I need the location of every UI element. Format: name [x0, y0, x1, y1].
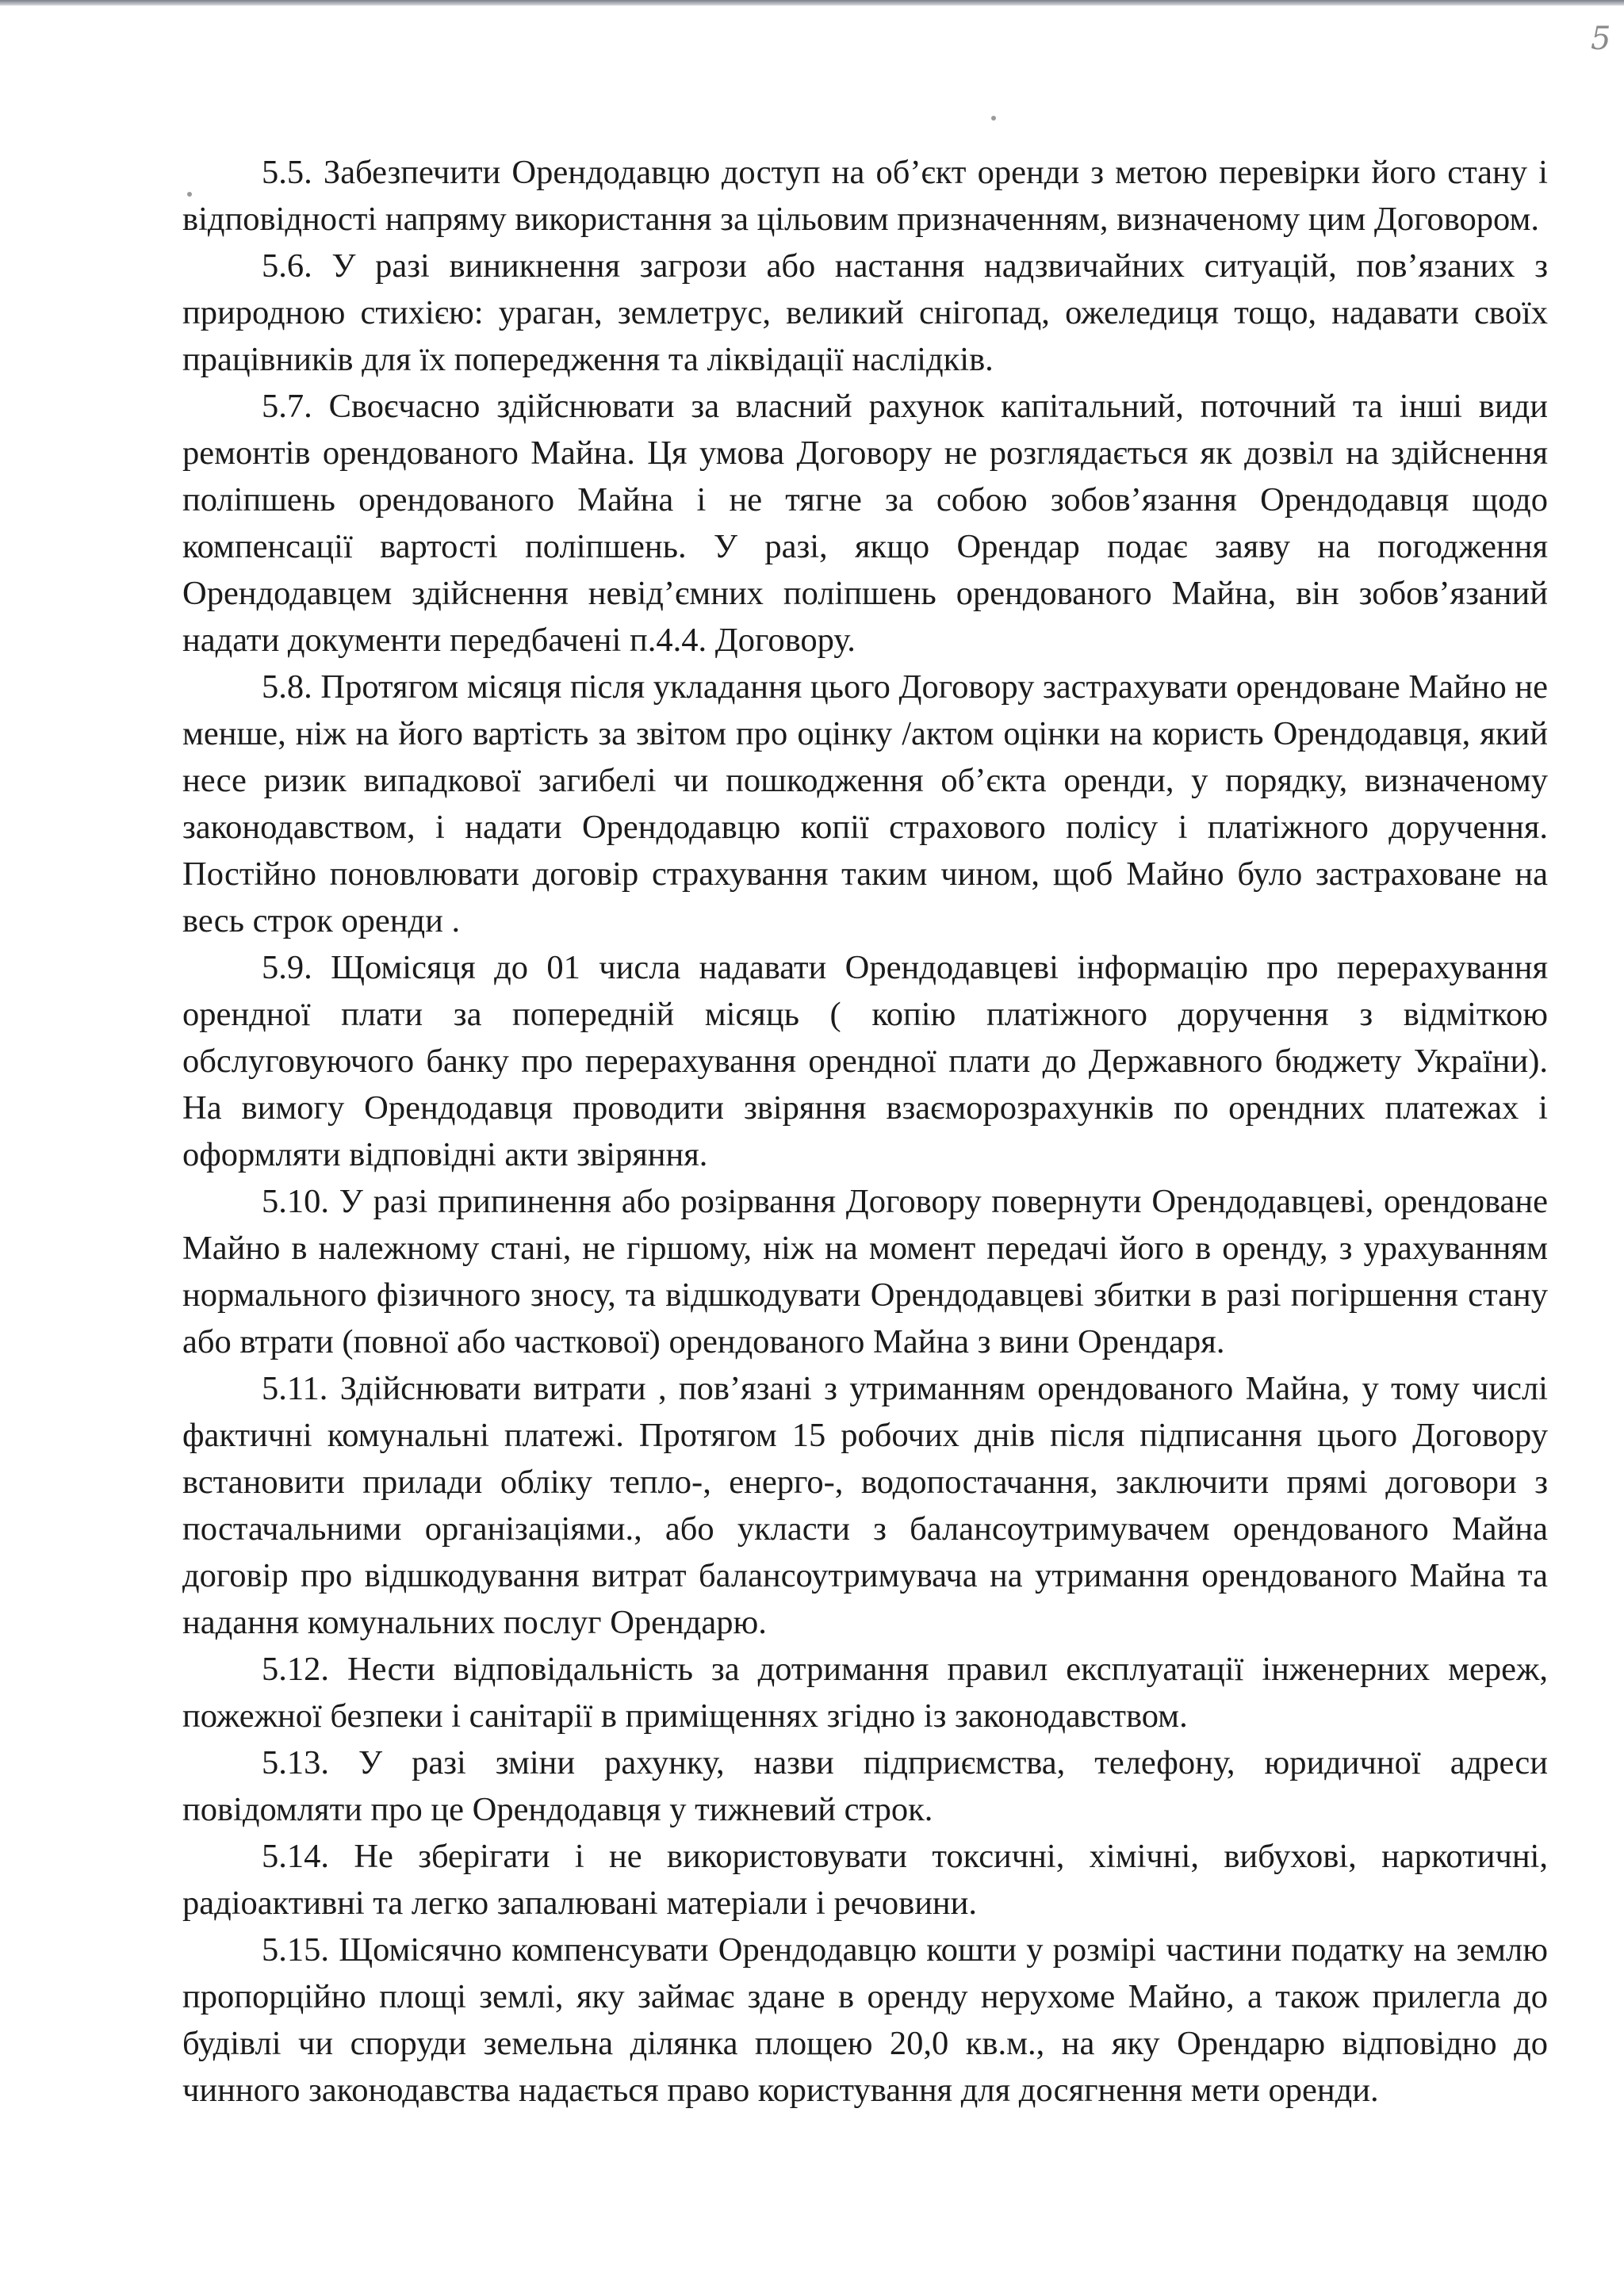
clause-5-15: 5.15. Щомісячно компенсувати Орендодавцю кошти у розмірі частини податку на землю пропорційно площі землі, яку займає здане в оренду нерухоме Майно, а також прилегла до будівлі чи споруди земельна ділянка площею 20,0 кв.м., на яку Орендарю відповідно до чинного законодавства надається право користування для досягнення мети оренди.	[182, 1931, 1548, 2109]
clause-5-10: 5.10. У разі припинення або розірвання Договору повернути Орендодавцеві, орендоване Майно в належному стані, не гіршому, ніж на момент передачі його в оренду, з урахуванням нормального фізичного зносу, та відшкодувати Орендодавцеві збитки в разі погіршення стану або втрати (повної або часткової) орендованого Майна з вини Орендаря.	[182, 1183, 1548, 1360]
scan-top-edge	[0, 0, 1624, 6]
clause-5-11: 5.11. Здійснювати витрати , пов’язані з утриманням орендованого Майна, у тому числі фактичні комунальні платежі. Протягом 15 робочих днів після підписання цього Договору встановити прилади обліку тепло-, енерго-, водопостачання, заключити прямі договори з постачальними організаціями., або укласти з балансоутримувачем орендованого Майна договір про відшкодування витрат балансоутримувача на утримання орендованого Майна та надання комунальних послуг Орендарю.	[182, 1370, 1548, 1641]
clause-5-7: 5.7. Своєчасно здійснювати за власний рахунок капітальний, поточний та інші види ремонтів орендованого Майна. Ця умова Договору не розглядається як дозвіл на здійснення поліпшень орендованого Майна і не тягне за собою зобов’язання Орендодавця щодо компенсації вартості поліпшень. У разі, якщо Орендар подає заяву на погодження Орендодавцем здійснення невід’ємних поліпшень орендованого Майна, він зобов’язаний надати документи передбачені п.4.4. Договору.	[182, 388, 1548, 659]
clause-5-13: 5.13. У разі зміни рахунку, назви підприємства, телефону, юридичної адреси повідомляти про це Орендодавця у тижневий строк.	[182, 1744, 1548, 1828]
clause-5-9: 5.9. Щомісяця до 01 числа надавати Орендодавцеві інформацію про перерахування орендної плати за попередній місяць ( копію платіжного доручення з відміткою обслуговуючого банку про перерахування орендної плати до Державного бюджету України). На вимогу Орендодавця проводити звіряння взаєморозрахунків по орендних платежах і оформляти відповідні акти звіряння.	[182, 949, 1548, 1173]
clause-5-6: 5.6. У разі виникнення загрози або настання надзвичайних ситуацій, пов’язаних з природною стихією: ураган, землетрус, великий снігопад, ожеледиця тощо, надавати своїх працівників для їх попередження та ліквідації наслідків.	[182, 247, 1548, 378]
clause-5-14: 5.14. Не зберігати і не використовувати токсичні, хімічні, вибухові, наркотичні, радіоактивні та легко запалювані матеріали і речовини.	[182, 1838, 1548, 1922]
handwritten-page-number: 5	[1591, 21, 1611, 57]
clause-5-8: 5.8. Протягом місяця після укладання цього Договору застрахувати орендоване Майно не менше, ніж на його вартість за звітом про оцінку /актом оцінки на користь Орендодавця, який несе ризик випадкової загибелі чи пошкодження об’єкта оренди, у порядку, визначеному законодавством, і надати Орендодавцю копії страхового полісу і платіжного доручення. Постійно поновлювати договір страхування таким чином, щоб Майно було застраховане на весь строк оренди .	[182, 668, 1548, 939]
clause-5-5: 5.5. Забезпечити Орендодавцю доступ на об’єкт оренди з метою перевірки його стану і відповідності напряму використання за цільовим призначенням, визначеному цим Договором.	[182, 154, 1548, 238]
clause-5-12: 5.12. Нести відповідальність за дотримання правил експлуатації інженерних мереж, пожежної безпеки і санітарії в приміщеннях згідно із законодавством.	[182, 1651, 1548, 1735]
document-body	[182, 149, 1548, 2114]
paper-speck	[991, 116, 996, 121]
